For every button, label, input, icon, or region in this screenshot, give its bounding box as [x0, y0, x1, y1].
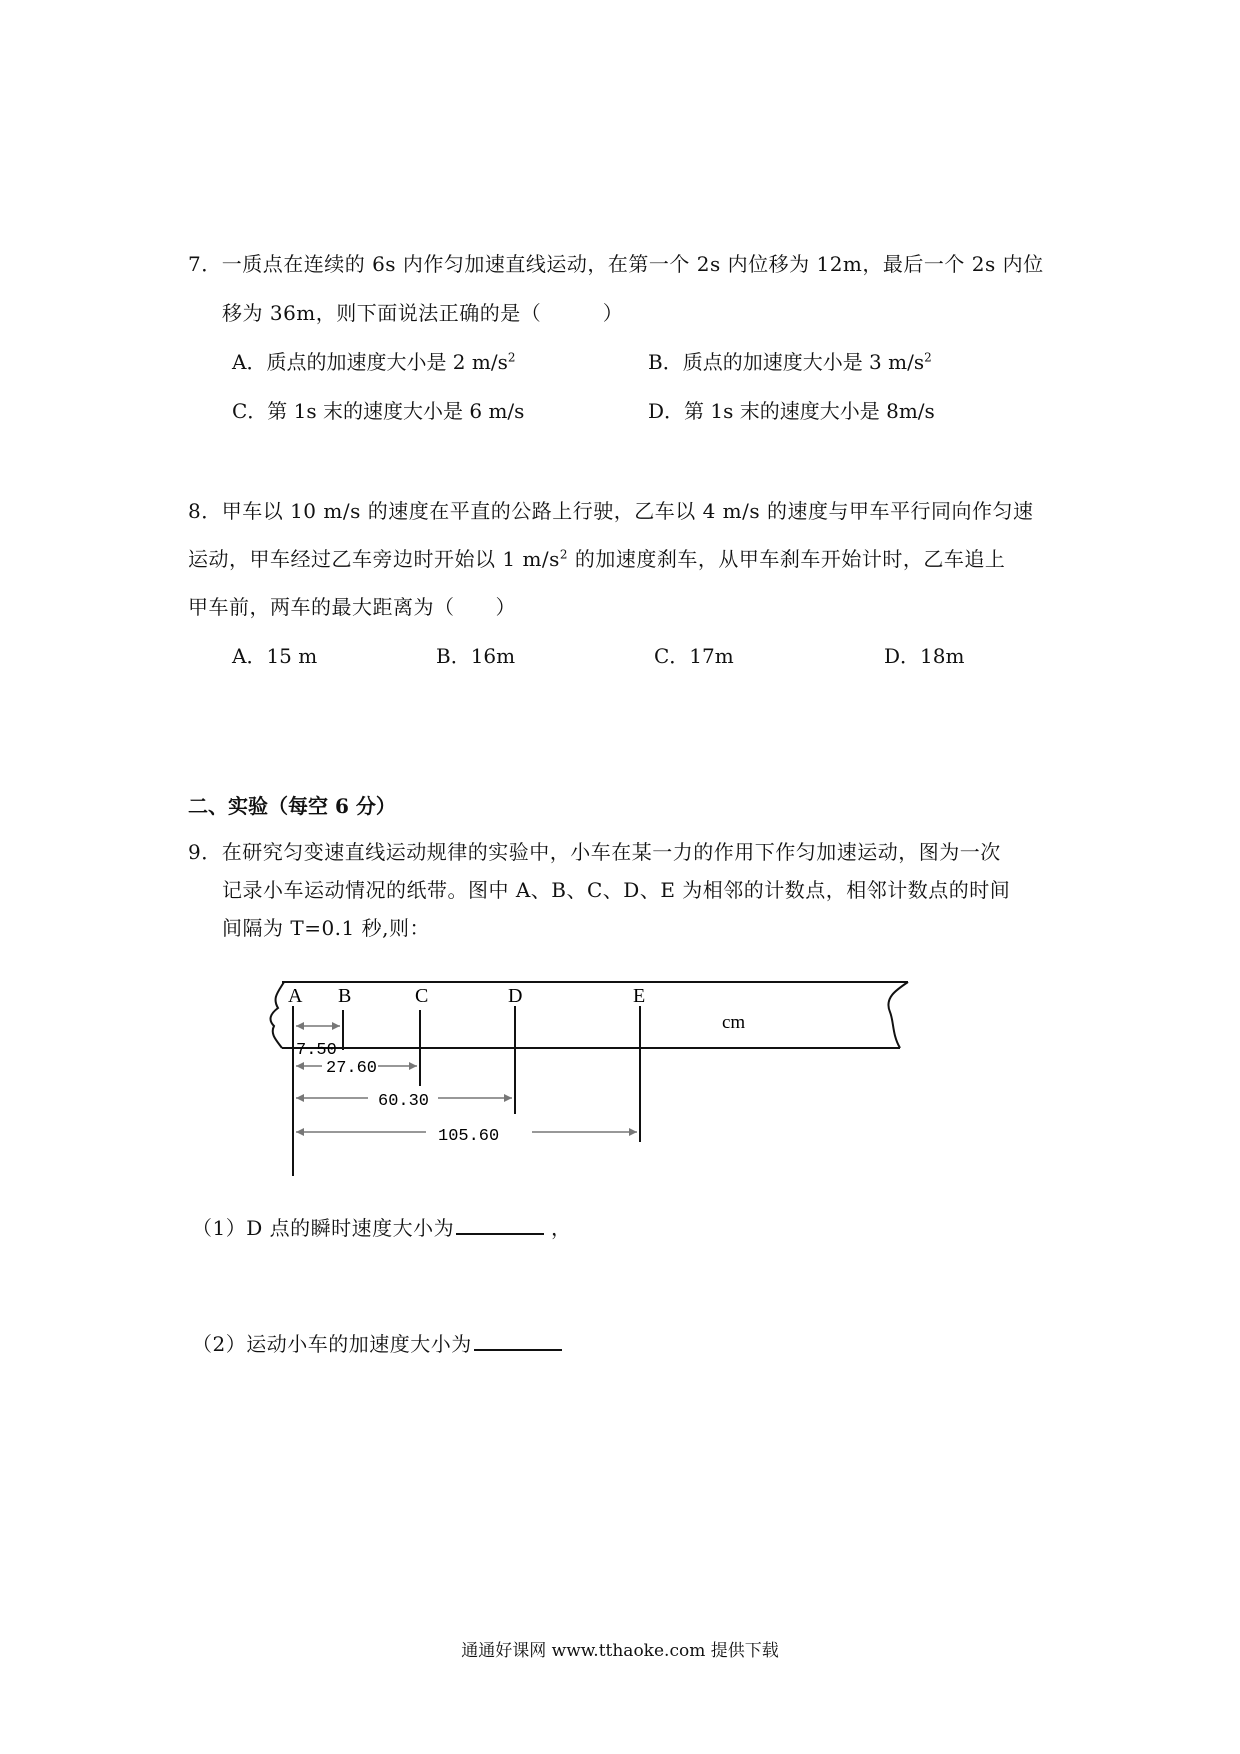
q7-option-c: C．第 1s 末的速度大小是 6 m/s	[232, 399, 525, 423]
q7-option-a: A．质点的加速度大小是 2 $m/s^2$	[232, 350, 516, 374]
distance-ab: 7.50	[296, 1041, 337, 1060]
q9-sub2: （2）运动小车的加速度大小为	[192, 1328, 562, 1357]
distance-ac: 27.60	[326, 1059, 378, 1078]
answer-blank-1[interactable]	[456, 1215, 544, 1235]
distance-ad: 60.30	[378, 1092, 430, 1111]
answer-blank-2[interactable]	[474, 1331, 562, 1351]
page-footer: 通通好课网 www.tthaoke.com 提供下载	[461, 1641, 779, 1661]
q9-stem-line1: 9．在研究匀变速直线运动规律的实验中，小车在某一力的作用下作匀加速运动，图为一次	[188, 840, 1001, 864]
q9-stem-line2: 记录小车运动情况的纸带。图中 A、B、C、D、E 为相邻的计数点，相邻计数点的时间	[222, 878, 1011, 902]
point-label-e: E	[633, 985, 646, 1007]
section-heading: 二、实验（每空 6 分）	[188, 794, 396, 818]
q8-stem-line3: 甲车前，两车的最大距离为（ ）	[188, 595, 516, 619]
point-label-b: B	[338, 985, 352, 1007]
q8-stem-line2: 运动，甲车经过乙车旁边时开始以 1 $m/s^2$ 的加速度刹车，从甲车刹车开始计时，乙车追上	[188, 547, 1006, 571]
q7-option-d: D．第 1s 末的速度大小是 8m/s	[648, 399, 935, 423]
q8-option-a: A．15 m	[232, 644, 318, 668]
point-label-d: D	[508, 985, 523, 1007]
ticker-tape-figure	[260, 968, 920, 1190]
point-label-a: A	[288, 985, 303, 1007]
q9-stem-line3: 间隔为 T=0.1 秒,则：	[222, 916, 430, 940]
q7-stem-line1: 7．一质点在连续的 6s 内作匀加速直线运动，在第一个 2s 内位移为 12m，最后一个 2s 内位	[188, 252, 1044, 276]
distance-ae: 105.60	[438, 1127, 500, 1146]
q8-option-d: D．18m	[884, 644, 965, 668]
q7-stem-line2: 移为 36m，则下面说法正确的是（ ）	[222, 301, 624, 325]
unit-label: cm	[722, 1012, 746, 1033]
q8-option-b: B．16m	[436, 644, 516, 668]
point-label-c: C	[415, 985, 429, 1007]
tape-right-torn-edge	[888, 982, 908, 1048]
q8-stem-line1: 8．甲车以 10 m/s 的速度在平直的公路上行驶，乙车以 4 m/s 的速度与甲车平行同向作匀速	[188, 499, 1034, 523]
q8-option-c: C．17m	[654, 644, 734, 668]
q7-option-b: B．质点的加速度大小是 3 $m/s^2$	[648, 350, 932, 374]
tape-left-torn-edge	[271, 982, 284, 1048]
q9-sub1: （1）D 点的瞬时速度大小为 ，	[192, 1216, 572, 1240]
